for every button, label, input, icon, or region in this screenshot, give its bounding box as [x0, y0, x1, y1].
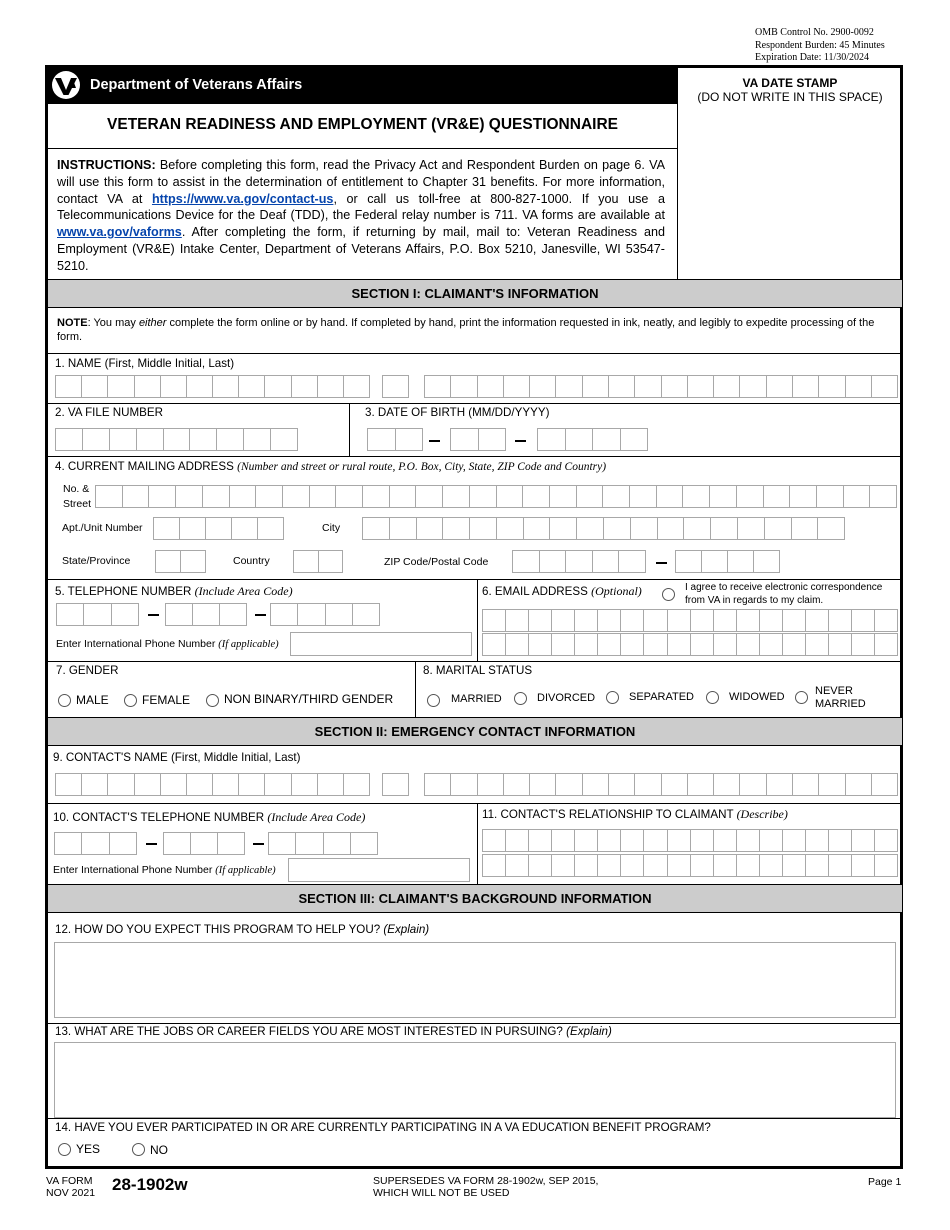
dash-separator — [146, 843, 157, 845]
divider — [477, 579, 478, 661]
instructions-text: . After completing the form, if returning by mail, mail to: Veteran Readiness and Employment (VR&E) Intake Center, Department of Veterans Affairs, P.O. Box 5210, Janesville, WI 53547-5210. — [57, 225, 665, 273]
telephone-label — [55, 584, 293, 599]
apt-label: Apt./Unit Number — [62, 522, 143, 534]
dash-separator — [656, 562, 667, 564]
relationship-label — [482, 807, 788, 822]
apt-boxes[interactable] — [153, 517, 284, 540]
date-stamp-title: VA DATE STAMP — [742, 76, 838, 90]
intl-phone-title: Enter International Phone Number — [56, 638, 216, 650]
instructions-text: , or call us toll-free at 800-827-1000. If you use a Telecommunications Device for the Deaf (TDD), the Federal relay number is 711. VA forms are available at — [57, 191, 665, 223]
career-fields-hint: (Explain) — [566, 1025, 612, 1038]
note-emphasis: either — [138, 317, 167, 329]
divider — [48, 1023, 902, 1024]
never-married-line-2: MARRIED — [815, 698, 866, 710]
email-consent-label — [685, 582, 882, 607]
street-label — [63, 482, 91, 512]
contact-first-name-boxes[interactable] — [55, 773, 370, 796]
divider — [48, 661, 902, 662]
program-help-title: 12. HOW DO YOU EXPECT THIS PROGRAM TO HELP YOU? — [55, 923, 381, 936]
va-file-number-boxes[interactable] — [55, 428, 298, 451]
contact-intl-phone-title: Enter International Phone Number — [53, 864, 213, 876]
supersedes-note — [373, 1175, 598, 1199]
email-boxes-row-2[interactable] — [482, 633, 898, 656]
note-label: NOTE — [57, 317, 88, 329]
career-fields-title: 13. WHAT ARE THE JOBS OR CAREER FIELDS YOU ARE MOST INTERESTED IN PURSUING? — [55, 1025, 563, 1038]
marital-divorced-radio[interactable] — [514, 692, 527, 705]
email-title: 6. EMAIL ADDRESS — [482, 585, 588, 598]
divider — [415, 661, 416, 717]
career-fields-textarea[interactable] — [54, 1042, 896, 1118]
date-of-birth-label: 3. DATE OF BIRTH (MM/DD/YYYY) — [365, 406, 550, 419]
form-number: 28-1902w — [112, 1175, 188, 1194]
contact-phone-area-boxes[interactable] — [54, 832, 137, 855]
contact-phone-title: 10. CONTACT'S TELEPHONE NUMBER — [53, 811, 265, 824]
marital-widowed-radio[interactable] — [706, 691, 719, 704]
street-label-line-2: Street — [63, 498, 92, 510]
marital-widowed-label: WIDOWED — [729, 691, 785, 703]
marital-divorced-label: DIVORCED — [537, 692, 596, 704]
relationship-boxes-row-2[interactable] — [482, 854, 898, 877]
respondent-burden: Respondent Burden: 45 Minutes — [755, 39, 885, 51]
program-help-textarea[interactable] — [54, 942, 896, 1018]
divider — [48, 803, 902, 804]
instructions — [57, 157, 665, 275]
department-header — [48, 68, 677, 104]
email-consent-radio[interactable] — [662, 588, 675, 601]
vaforms-link[interactable]: www.va.gov/vaforms — [57, 225, 182, 240]
dob-day-boxes[interactable] — [450, 428, 506, 451]
dash-separator — [255, 614, 266, 616]
mailing-address-title: 4. CURRENT MAILING ADDRESS — [55, 460, 234, 473]
zip-first-five-boxes[interactable] — [512, 550, 646, 573]
intl-phone-label — [56, 638, 279, 650]
section-2-heading: SECTION II: EMERGENCY CONTACT INFORMATION — [48, 717, 902, 746]
mailing-address-label — [55, 460, 606, 473]
contact-name-label: 9. CONTACT'S NAME (First, Middle Initial, Last) — [53, 751, 301, 764]
va-date-stamp — [678, 76, 902, 104]
note-text: complete the form online or by hand. If completed by hand, print the information requested in ink, neatly, and legibly to expedite processing of the form. — [57, 317, 875, 343]
va-seal-icon — [50, 70, 82, 100]
department-name: Department of Veterans Affairs — [90, 77, 303, 93]
education-no-label: NO — [150, 1143, 168, 1157]
expiration-date: Expiration Date: 11/30/2024 — [755, 52, 870, 63]
marital-status-label: 8. MARITAL STATUS — [423, 664, 533, 677]
divider — [48, 403, 902, 404]
relationship-boxes-row-1[interactable] — [482, 829, 898, 852]
relationship-hint: (Describe) — [736, 807, 788, 821]
supersedes-line-2: WHICH WILL NOT BE USED — [373, 1187, 510, 1199]
divider — [48, 579, 902, 580]
divider — [477, 803, 478, 885]
education-yes-label: YES — [76, 1142, 101, 1156]
gender-female-radio[interactable] — [124, 694, 137, 707]
instructions-label: INSTRUCTIONS: — [57, 158, 156, 172]
note-text: : You may — [87, 317, 139, 329]
divider — [48, 456, 902, 457]
name-label: 1. NAME (First, Middle Initial, Last) — [55, 357, 235, 370]
gender-male-radio[interactable] — [58, 694, 71, 707]
contact-intl-phone-hint: (If applicable) — [215, 865, 276, 876]
contact-intl-phone-input[interactable] — [288, 858, 470, 882]
contact-intl-phone-label — [53, 864, 276, 876]
program-help-label — [55, 923, 429, 936]
marital-separated-label: SEPARATED — [629, 691, 694, 703]
first-name-boxes[interactable] — [55, 375, 370, 398]
marital-married-radio[interactable] — [427, 694, 440, 707]
form-label — [46, 1175, 95, 1199]
form-title: VETERAN READINESS AND EMPLOYMENT (VR&E) QUESTIONNAIRE — [107, 116, 618, 133]
contact-phone-hint: (Include Area Code) — [267, 810, 366, 824]
section-3-heading: SECTION III: CLAIMANT'S BACKGROUND INFORMATION — [48, 884, 902, 913]
mailing-address-hint: (Number and street or rural route, P.O. Box, City, State, ZIP Code and Country) — [237, 461, 607, 473]
gender-male-label: MALE — [76, 693, 109, 707]
divider — [48, 148, 677, 149]
dob-year-boxes[interactable] — [537, 428, 648, 451]
email-hint: (Optional) — [591, 584, 642, 598]
instructions-text: Before completing this form, read the Privacy Act and Respondent Burden on page 6. VA will use this form to assist in the determination of entitlement to Chapter 31 benefits. For more information, contact VA at — [57, 158, 665, 206]
relationship-title: 11. CONTACT'S RELATIONSHIP TO CLAIMANT — [482, 808, 734, 821]
omb-control-number: OMB Control No. 2900-0092 — [755, 27, 874, 38]
omb-info — [755, 27, 885, 65]
last-name-boxes[interactable] — [424, 375, 898, 398]
street-boxes[interactable] — [95, 485, 897, 508]
gender-nonbinary-radio[interactable] — [206, 694, 219, 707]
divider — [48, 353, 902, 354]
marital-married-label: MARRIED — [451, 693, 502, 705]
marital-never-married-label — [815, 685, 866, 711]
city-boxes[interactable] — [362, 517, 845, 540]
country-label: Country — [233, 555, 270, 567]
dash-separator — [253, 843, 264, 845]
contact-phone-line-boxes[interactable] — [268, 832, 378, 855]
marital-never-married-radio[interactable] — [795, 691, 808, 704]
phone-prefix-boxes[interactable] — [165, 603, 247, 626]
marital-separated-radio[interactable] — [606, 691, 619, 704]
section-1-heading: SECTION I: CLAIMANT'S INFORMATION — [48, 279, 902, 308]
contact-phone-prefix-boxes[interactable] — [163, 832, 245, 855]
form-label-line: VA FORM — [46, 1175, 93, 1187]
dash-separator — [148, 614, 159, 616]
note — [57, 316, 893, 344]
zip-last-four-boxes[interactable] — [675, 550, 780, 573]
never-married-line-1: NEVER — [815, 685, 853, 697]
divider — [48, 1118, 902, 1119]
country-boxes[interactable] — [293, 550, 343, 573]
contact-last-name-boxes[interactable] — [424, 773, 898, 796]
phone-line-boxes[interactable] — [270, 603, 380, 626]
telephone-hint: (Include Area Code) — [194, 584, 293, 598]
middle-initial-box[interactable] — [382, 375, 409, 398]
email-boxes-row-1[interactable] — [482, 609, 898, 632]
dob-month-boxes[interactable] — [367, 428, 423, 451]
form-date: NOV 2021 — [46, 1187, 96, 1199]
street-label-line-1: No. & — [63, 483, 90, 495]
email-consent-line-1: I agree to receive electronic correspondence — [685, 582, 883, 593]
program-help-hint: (Explain) — [383, 923, 430, 936]
intl-phone-input[interactable] — [290, 632, 472, 656]
career-fields-label — [55, 1025, 612, 1038]
state-label: State/Province — [62, 555, 131, 567]
page-number: Page 1 — [868, 1176, 902, 1188]
dash-separator — [515, 440, 526, 442]
education-no-radio[interactable] — [132, 1143, 145, 1156]
email-label — [482, 584, 642, 599]
date-stamp-subtitle: (DO NOT WRITE IN THIS SPACE) — [697, 90, 883, 104]
intl-phone-hint: (If applicable) — [218, 639, 279, 650]
contact-us-link[interactable]: https://www.va.gov/contact-us — [151, 191, 334, 206]
va-file-number-label: 2. VA FILE NUMBER — [55, 406, 164, 419]
gender-label: 7. GENDER — [56, 664, 119, 677]
email-consent-line-2: from VA in regards to my claim. — [685, 594, 824, 606]
city-label: City — [322, 522, 341, 534]
education-benefit-label: 14. HAVE YOU EVER PARTICIPATED IN OR ARE CURRENTLY PARTICIPATING IN A VA EDUCATION BENEFIT PROGRAM? — [55, 1121, 711, 1134]
state-boxes[interactable] — [155, 550, 206, 573]
divider — [349, 403, 350, 456]
contact-middle-initial-box[interactable] — [382, 773, 409, 796]
supersedes-line-1: SUPERSEDES VA FORM 28-1902w, SEP 2015, — [373, 1175, 599, 1187]
gender-nonbinary-label: NON BINARY/THIRD GENDER — [224, 692, 394, 706]
contact-phone-label — [53, 810, 365, 825]
dash-separator — [429, 440, 440, 442]
telephone-title: 5. TELEPHONE NUMBER — [55, 585, 192, 598]
zip-label: ZIP Code/Postal Code — [384, 556, 489, 568]
education-yes-radio[interactable] — [58, 1143, 71, 1156]
phone-area-code-boxes[interactable] — [56, 603, 139, 626]
gender-female-label: FEMALE — [142, 693, 191, 707]
